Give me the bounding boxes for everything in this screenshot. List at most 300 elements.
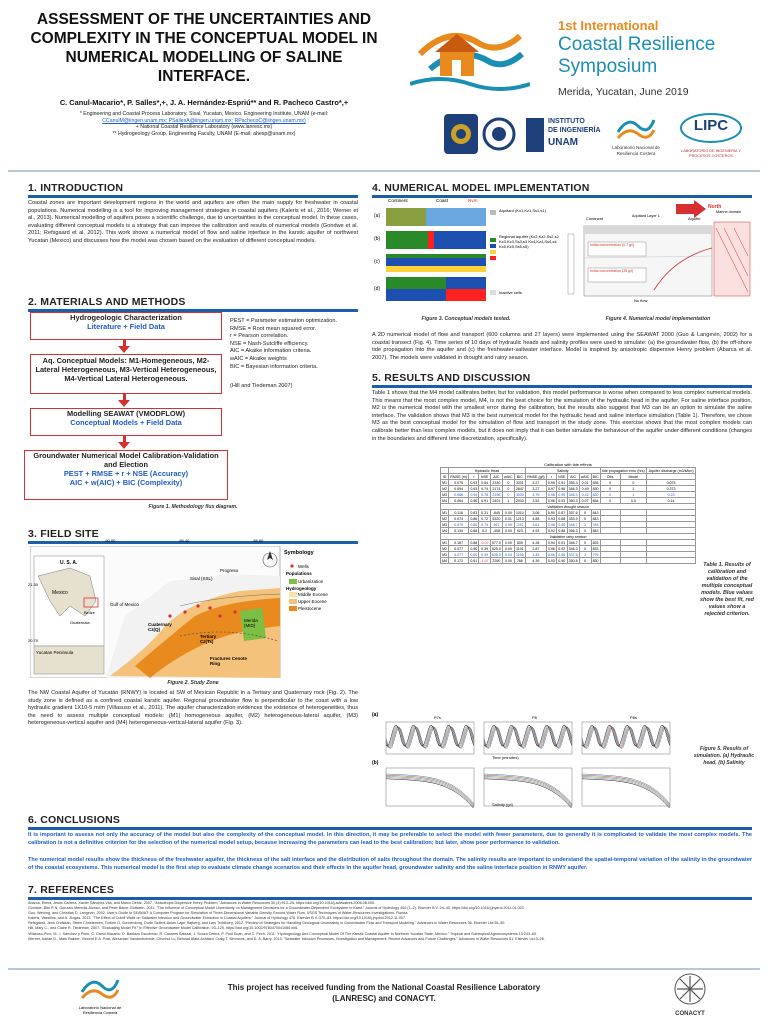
- table-cell: 0.5: [620, 498, 647, 504]
- table-cell: 2196: [490, 492, 502, 498]
- table-cell: 776: [592, 552, 599, 557]
- table-cell: M2: [442, 516, 448, 521]
- flow-box-2-title: Aq. Conceptual Models: M1-Homegeneous, M2-Lateral Heterogeneous, M3-Vertical Heterogeneous, M4-Vertical Lateral Heterogeneous.: [35, 356, 217, 383]
- lipc-logo-subtitle: LABORATORIO DE INGENIERÍA Y PROCESOS COSTEROS: [681, 149, 741, 158]
- reference-item: Kaleris, Vassilios, and A. Ziogas. 2013. "The Effect of Cutoff Walls on Saltwater Intrusion and Groundwater Extraction in Coastal Aquifers." Journal of Hydrology 476. Elsevier B.V.:370–83. https://doi.org/10.1016/j.jhydrol.2012.11.007.: [28, 916, 406, 921]
- footer-conacyt-text: CONACYT: [675, 1011, 705, 1017]
- table-cell: 2933: [515, 498, 524, 503]
- table-cell: 0.91: [470, 558, 478, 563]
- fig3-panel-a: (a): [374, 213, 381, 219]
- table-cell: 833: [592, 546, 599, 551]
- table-cell: 0.373: [647, 486, 696, 492]
- map-label-mexico: Mexico: [52, 590, 68, 596]
- fig3-label-nvm: Nvm: [468, 198, 478, 203]
- flow-box-4-accuracy: PEST + RMSE + r + NSE (Accuracy): [63, 469, 189, 478]
- table-cell: M3: [442, 492, 448, 497]
- table-cell: 0.172: [449, 558, 469, 564]
- engineering-faculty-icon: [482, 114, 516, 154]
- figure-2-caption: Figure 2. Study Zone: [167, 680, 219, 686]
- table-cell: 1: [620, 492, 647, 498]
- table-cell: 0: [600, 480, 620, 486]
- table-cell: 0.90: [470, 552, 478, 557]
- table-column-header: AIC: [567, 474, 579, 480]
- fig4-label-continent: Continent: [586, 216, 604, 221]
- table-cell: 830: [592, 558, 599, 563]
- map-label-gulf: Gulf of Mexico: [110, 602, 139, 607]
- lat-tick-1: 21.30: [28, 582, 39, 587]
- table-cell: 0.87: [558, 510, 566, 515]
- conference-logo: [410, 12, 750, 104]
- flow-box-characterization: [30, 312, 222, 340]
- reference-item: Villasuso-Pino, M., I. Sánchez y Pinto, C. Canul Macario, O. Baldazo Escobedo, R. Casares Salazar, J. Souza Cetina, P. Pool Euan, and C. Pech. 2011. "Hydrogeology And Conceptual Model Of The Karstic Coastal Aquifer In Northern Yucatan State, Mexico." Tropical and Subtropical Agroecosystems 13:243–60.: [28, 931, 538, 936]
- table-cell: 2.87: [525, 546, 546, 552]
- flow-box-3-title: Modelling SEAWAT (VMODFLOW): [66, 409, 186, 418]
- flow-arrow-2: [118, 400, 130, 407]
- table-cell: 346.3: [568, 546, 578, 551]
- table-cell: 635.0: [491, 552, 501, 557]
- table-column-header: RMSE (m): [450, 474, 468, 479]
- table-cell: 0.064: [449, 498, 469, 504]
- table-cell: M4: [442, 498, 448, 503]
- table-cell: 0.78: [479, 492, 490, 498]
- fig5-title-p8: P8: [532, 715, 537, 720]
- reference-item: Gondwe, Bibi R N, Gonzalo Merediz-Alonso, and Peter Bauer-Gottwein. 2011. "The Influence of Conceptual Model Uncertainty on Management Decisions for a Groundwater-Dependent Ecosystem in Karst." Journal of Hydrology 400 (1–2). Elsevier B.V.:24–40. https://doi.org/10.1016/j.jhydrol.2011.01.023.: [28, 906, 525, 911]
- affiliation-1-text: * Engineering and Coastal Process Laboratory, Sisal, Yucatan, Mexico. Engineering Institute, UNAM (e-mail:: [79, 111, 329, 117]
- table-section-label: Validation drought season: [441, 504, 696, 510]
- table-cell: M1: [442, 510, 448, 515]
- results-heading: 5. RESULTS AND DISCUSSION: [372, 372, 531, 384]
- table-cell: 0.90: [470, 546, 478, 551]
- table-cell: 0: [600, 486, 620, 492]
- table-cell: 4.85: [525, 516, 546, 522]
- table-cell: 0.88: [558, 516, 566, 521]
- table-column-header: NSE: [480, 474, 489, 479]
- fig5-axes: [386, 768, 474, 806]
- table-cell: 843: [592, 516, 599, 521]
- fig5-panel-a: (a): [372, 712, 379, 718]
- house-icon: [410, 14, 530, 96]
- table-cell: 350.8: [568, 558, 578, 563]
- table-column-header: ID: [441, 474, 449, 480]
- table-column-header: r: [546, 474, 556, 480]
- funding-text: This project has received funding from the National Coastal Resilience Laboratory (LANRESC) and CONACYT.: [227, 983, 541, 1003]
- table-cell: 0: [600, 498, 620, 504]
- table-cell: 0.086: [449, 492, 469, 498]
- table-cell: -0.07: [480, 540, 489, 545]
- fig5-panel-b: (b): [372, 760, 379, 766]
- table-cell: 0.88: [470, 540, 478, 545]
- table-cell: -645: [490, 510, 502, 516]
- table-cell: 0.96: [547, 552, 555, 557]
- table-cell: 0: [579, 528, 591, 534]
- table-cell: 0.94: [470, 492, 478, 497]
- table-cell: 1: [579, 522, 591, 528]
- table-cell: 0.72: [479, 516, 490, 522]
- figure-5-caption: Figure 5. Results of simulation. (a) Hydraulic head, (b) Salinity: [693, 746, 755, 766]
- table-cell: 0.97: [547, 486, 555, 491]
- conclusions-heading: 6. CONCLUSIONS: [28, 814, 121, 826]
- table-cell: 0.074: [449, 516, 469, 522]
- table-cell: 348.7: [568, 540, 578, 545]
- table-cell: 350.3: [568, 498, 578, 503]
- table-cell: 0: [579, 510, 591, 516]
- table-cell: 356.3: [568, 528, 578, 533]
- lon-tick-3: -88.80: [252, 538, 264, 543]
- table-cell: 3.61: [525, 522, 546, 528]
- affiliation-2: + National Coastal Resilience Laboratory (www.lanresc.mx): [135, 124, 273, 131]
- conference-edition: 1st International: [558, 18, 659, 33]
- unam-logo: [444, 114, 478, 154]
- table-cell: 3030: [515, 492, 524, 497]
- table-cell: 625.0: [491, 546, 501, 551]
- numerical-heading: 4. NUMERICAL MODEL IMPLEMENTATION: [372, 182, 590, 194]
- table-cell: M4: [442, 528, 448, 533]
- table-1-caption: Table 1. Results of calibration and validation of the multiple conceptual models. Blue values show the best fit, red values show a rejected criterion.: [700, 562, 754, 617]
- table-column-header: NSE: [558, 474, 566, 479]
- table-cell: 0.00: [502, 540, 514, 546]
- fig5-plots: [372, 712, 682, 808]
- definition-aic: AIC = Akaike information criteria.: [230, 348, 312, 355]
- fig3-legend-regional: Regional aquifer (Kx2,Kz2,Ss2,s2 Kx3,Kz3,Ss3,s3 Kx4,Kz4,Ss4,s4 Kx5,Kz5,Ss5,s5): [499, 234, 559, 249]
- table-cell: 0.90: [558, 558, 566, 563]
- introduction-heading: 1. INTRODUCTION: [28, 182, 124, 194]
- ii-logo-line-3: UNAM: [548, 137, 578, 148]
- lat-tick-2: 20.70: [28, 638, 39, 643]
- footer-lanresc-text: Laboratorio Nacional de Resiliencia Costera: [78, 1005, 122, 1015]
- table-cell: 0: [579, 558, 591, 564]
- table-cell: 0.31: [479, 510, 490, 516]
- table-section-label: Validation rainy season: [441, 534, 696, 540]
- fig3-label-continent: Continent: [388, 198, 408, 203]
- table-cell: 2330: [490, 480, 502, 486]
- table-cell: 1195: [515, 552, 524, 557]
- table-cell: M1: [442, 540, 448, 545]
- lanresc-wave-icon: [616, 112, 656, 140]
- table-cell: 0.91: [479, 498, 490, 504]
- results-table: [440, 467, 696, 564]
- table-cell: 2290: [490, 558, 502, 564]
- references-heading: 7. REFERENCES: [28, 884, 115, 896]
- table-cell: 836: [592, 480, 599, 485]
- table-column-header: wAIC: [580, 474, 590, 479]
- table-cell: 0.92: [547, 528, 555, 533]
- table-cell: 0: [620, 480, 647, 486]
- table-cell: 0.93: [547, 558, 555, 563]
- footer-lanresc-logo: [70, 974, 130, 1015]
- figure-4-caption: Figure 4. Numerical model implementation: [605, 316, 711, 322]
- table-cell: 843: [592, 510, 599, 515]
- field-site-heading: 3. FIELD SITE: [28, 528, 99, 540]
- fig4-label-initial-salt: Initial concentration (35 g/l): [590, 269, 634, 273]
- table-cell: [620, 558, 647, 564]
- results-underline: [372, 385, 752, 388]
- table-cell: 461: [490, 522, 502, 528]
- table-cell: 4.93: [525, 528, 546, 534]
- figure-3-caption: Figure 3. Conceptual models tested.: [421, 316, 511, 322]
- table-cell: 0: [600, 492, 620, 498]
- table-cell: 830: [592, 492, 599, 497]
- map-label-belize: Belize: [84, 610, 95, 615]
- authors: C. Canul-Macario*, P. Salles*,+, J. A. Hernández-Espriú** and R. Pacheco Castro*,+: [59, 98, 349, 107]
- fig5-title-p8s: P8s: [630, 715, 637, 720]
- reference-item: Guo, Weixing, and Christian D. Langevin. 2002. User's Guide to SEAWAT: A Computer Program for Simulation of Three-Dimensional Variable-Density Ground-Water Flow. USGS Techniques of Water-Resources Investigations. Florida.: [28, 911, 409, 916]
- table-cell: 4.28: [525, 540, 546, 546]
- table-cell: 0.96: [547, 522, 555, 527]
- table-cell: -408: [490, 528, 502, 534]
- table-cell: 0.90: [547, 510, 555, 515]
- fig5-xlabel-time: Time (minutes): [492, 755, 519, 760]
- table-cell: 0.86: [470, 516, 478, 521]
- conclusions-text-2: The numerical model results show the thickness of the freshwater aquifer, the thickness of the salt interface and the distribution of salts throughout the domain. The salinity results are important to understand the spatial-temporal variation of the salinity in the groundwater of the coastal ecosystems. This numerical model is the first step to evaluate climate change scenarios and their effects in the aquifer head, groundwater salinity and the saline interface position in RNWY aquifer.: [28, 857, 752, 871]
- conference-name: Coastal Resilience: [558, 34, 716, 55]
- table-column-header: r: [469, 474, 479, 480]
- fig4-label-initial-fresh: Initial concentration (0.7 g/l): [590, 243, 635, 247]
- table-cell: 0.74: [479, 522, 490, 528]
- table-cell: 337.5: [568, 552, 578, 557]
- fig4-label-no-flow: No flow: [634, 298, 648, 303]
- fig4-label-marine: Marine domain: [716, 210, 742, 214]
- map-label-fractures: Fractures Cenote Ring: [210, 656, 248, 666]
- definition-nse: NSE = Nash-Sutcliffe efficiency.: [230, 340, 309, 347]
- table-cell: 346.3: [568, 486, 578, 491]
- table-cell: 0: [579, 516, 591, 522]
- table-cell: 0.91: [558, 480, 566, 485]
- table-cell: 0.2: [479, 528, 490, 534]
- affiliation-3: ** Hydrogeology Group, Engineering Faculty, UNAM (E-mail: ahesp@unam.mx): [112, 130, 296, 137]
- table-cell: 0.93: [558, 498, 566, 503]
- table-cell: 0: [502, 492, 514, 498]
- table-cell: 0: [579, 540, 591, 546]
- table-column-header: wAIC: [504, 474, 513, 479]
- table-cell: 0.91: [558, 540, 566, 545]
- table-cell: [600, 558, 620, 564]
- table-cell: 0.96: [558, 552, 566, 557]
- figure-1-caption: Figure 1. Methodology flux diagram.: [148, 504, 238, 510]
- table-cell: 0.00: [502, 546, 514, 552]
- affiliation-1: [18, 111, 390, 137]
- table-cell: 1: [502, 498, 514, 504]
- table-cell: M4: [442, 558, 448, 563]
- poster-title: ASSESSMENT OF THE UNCERTAINTIES AND COMPLEXITY IN THE CONCEPTUAL MODEL IN NUMERICAL MODELLING OF SALINE INTERFACE.: [30, 11, 378, 85]
- flow-box-3-subtitle: Conceptual Models + Field Data: [70, 418, 182, 427]
- conclusions-underline: [28, 827, 752, 830]
- table-cell: 3.45: [525, 552, 546, 558]
- references-list: [28, 901, 752, 942]
- footer-divider: [8, 968, 760, 970]
- fig4-label-aquifer: Aquifer: [688, 216, 701, 221]
- table-cell: M3: [442, 552, 448, 557]
- table-cell: 357.6: [568, 510, 578, 515]
- definitions-reference: (Hill and Tiedeman 2007): [230, 383, 293, 390]
- conacyt-icon: [670, 972, 710, 1006]
- table-cell: 1191: [515, 546, 524, 551]
- table-cell: 0.075: [449, 480, 469, 486]
- table-column-header: BIC: [514, 474, 525, 480]
- table-cell: 348.7: [568, 522, 578, 527]
- reference-item: Werner, Adrian D., Mark Bakker, Vincent E.A. Post, Alexander Vandenbohede, Chunhui Lu, Behzad Ataie-Ashtiani, Craig T. Simmons, and D. A. Barry. 2013. "Seawater Intrusion Processes, Investigation and Management: Recent Advances and Future Challenges." Advances in Water Resources 51. Elsevier Ltd:3–26.: [28, 936, 545, 941]
- figure-3: [372, 198, 560, 312]
- table-cell: 3.52: [525, 498, 546, 504]
- introduction-underline: [28, 195, 358, 198]
- definition-rmse: RMSE = Root mean squared error.: [230, 325, 317, 332]
- results-text: Table 1 shows that the M4 model calibrates better, but for validation, this model performance is worse when compared to less complex numerical models. This means that the most complex model, M4, is not the best choice for the simulation of the hydraulic head in the aquifer. For saline interface position, M2 is the numerical model with the smallest error during the calibration, but the results also suggest that M3 can be an option to simulate the saline interface. The validation shows that M3 is the best numerical model for the hydraulic head and saline interface simulation (Table 1). Therefore, we chose M3 as the best conceptual model for the simulation of flow and transport in the study zone. This exercise shows that the most complex models can calibrate better than less complex models, but it does not imply that it can better simulate the behaviour of the aquifer under different conditions (changes in the boundaries and different time discretization, specifically).: [372, 390, 752, 442]
- table-cell: 0.96: [558, 522, 566, 527]
- table-cell: 0.96: [547, 492, 555, 497]
- table-cell: M2: [442, 486, 448, 491]
- table-cell: 0.95: [547, 480, 555, 485]
- table-column-header: BIC: [592, 474, 599, 479]
- table-cell: 0: [502, 480, 514, 486]
- table-cell: -1.07: [480, 558, 489, 563]
- table-group-header: tide propagation error (hrs): [602, 468, 645, 473]
- field-site-text: The NW Coastal Aquifer of Yucatán (RNWY) is located at SW of Mexican Republic in a Tertiary and Quaternary rock (Fig. 2). The study zone is defined as a confined coastal karstic aquifer. Regional groundwater flow is perpendicular to the coast with a low hydraulic gradient 1X10-5 m/m (Villasuso et al., 2011). The aquifer characterization evidences the existence of heterogeneities, thus the need to assess multiple conceptual models: (M1) homogeneous aquifer, (M2) heterogeneous-lateral aquifer, (M3) heterogeneous-vertical aquifer and (M4) heterogeneous-vertical-lateral aquifer (Fig. 3).: [28, 690, 358, 727]
- table-cell: 0.88: [558, 528, 566, 533]
- table-cell: 0.99: [502, 522, 514, 528]
- footer-conacyt-logo: [660, 972, 720, 1017]
- definition-bic: BIC = Bayesian information criteria.: [230, 363, 318, 370]
- table-group-header: Aquifer discharge (m3/s/km): [648, 468, 694, 473]
- lanresc-logo: [606, 112, 666, 164]
- conclusions-text-1: It is important to assess not only the accuracy of the model but also the complexity of the conceptual model. In this direction, it may be preferable to select the model with fewer parameters, due to generally it is complicated to validate the most complex models. The calibration is not a definitive criterion for the selection of the numerical model setup, because increasing the parameters can lead to the best calibration; but later, show poor performance to validation.: [28, 832, 752, 846]
- table-cell: 0: [579, 546, 591, 552]
- table-cell: 0.88: [470, 528, 478, 533]
- table-cell: 825: [592, 540, 599, 545]
- table-column-header: Obs: [600, 474, 620, 480]
- flow-arrow-1: [118, 346, 130, 353]
- numerical-text: A 2D numerical model of flow and transport (600 columns and 27 layers) were implemented using the SEAWAT 2000 (Guo & Langevin, 2002) for a coastal transect (Fig. 4). Time series of 10 days of hydraulic heads and salinity profiles were used to simulate: (a) the groundwater flow, (b) the off-shore tide propagation into the aquifer and (c) the freshwater-saltwater interface. Model is inspired by anisotropic dispersive Henry problem (Abarca et al. 2007). The models were validated in drought and rainy season.: [372, 332, 752, 361]
- ii-logo-line-2: DE INGENIERÍA: [548, 127, 601, 134]
- map-label-usa: U. S. A.: [60, 560, 78, 566]
- fig4-label-north: North: [708, 204, 722, 210]
- field-site-underline: [28, 541, 358, 544]
- header-divider: [8, 170, 760, 172]
- table-cell: 0.94: [547, 540, 555, 545]
- table-cell: 346.3: [568, 492, 578, 497]
- table-group-header: Salinity: [525, 468, 600, 474]
- footer-lanresc-wave-icon: [80, 974, 120, 1000]
- table-cell: 0.96: [547, 546, 555, 551]
- legend-symbology: Symbology: [284, 550, 314, 556]
- figure-4: [564, 198, 752, 312]
- fig5-xlabel-salinity: Salinity (g/l): [492, 802, 513, 807]
- flow-arrow-3: [118, 442, 130, 449]
- table-cell: 3.27: [525, 480, 546, 486]
- legend-upper-eocene: Upper Eocene: [298, 599, 327, 604]
- table-cell: M3: [442, 522, 448, 527]
- map-label-cuaternary: Cuaternary Cz(Q): [148, 622, 172, 632]
- table-cell: 0.49: [579, 486, 591, 492]
- legend-hydrogeology: Hydrogeology: [286, 586, 317, 591]
- table-cell: 0.04: [502, 552, 514, 558]
- ii-logo-line-1: INSTITUTO: [548, 118, 585, 125]
- map-label-merida: Merida (MID): [244, 618, 258, 628]
- results-table-title: Calibration with tide effects: [544, 462, 592, 467]
- legend-middle-eocene: Middle Eocene: [298, 592, 328, 597]
- study-zone-map: [28, 538, 356, 678]
- table-row: [441, 558, 696, 564]
- table-cell: 0.96: [558, 486, 566, 491]
- table-cell: 0.01: [579, 480, 591, 486]
- table-cell: 0.95: [558, 492, 566, 497]
- table-cell: 5320: [490, 516, 502, 522]
- table-cell: 3.79: [525, 492, 546, 498]
- table-cell: 353.9: [568, 516, 578, 521]
- table-cell: 0.070: [449, 522, 469, 528]
- table-cell: 766: [514, 558, 525, 564]
- table-cell: 355.3: [568, 480, 578, 485]
- table-cell: 783: [592, 522, 599, 527]
- lipc-logo: [676, 112, 746, 164]
- map-label-tertiary: Tertiary Cz(Ts): [200, 634, 217, 644]
- table-cell: 0.00: [502, 528, 514, 534]
- map-label-yucatan: Yucatan Peninsula: [36, 650, 74, 655]
- flow-box-seawat: [30, 408, 222, 436]
- flow-box-4-complexity: AIC + w(AIC) + BIC (Complexity): [69, 478, 183, 487]
- flow-box-1-subtitle: Literature + Field Data: [87, 322, 165, 331]
- figure-5: [372, 712, 682, 808]
- fig5-title-p7s: P7s: [434, 715, 441, 720]
- table-cell: 0.96: [547, 498, 555, 503]
- table-cell: 0.094: [449, 486, 469, 492]
- table-cell: 0.077: [449, 552, 469, 558]
- results-table-wrapper: [440, 462, 696, 564]
- table-cell: 0.93: [470, 480, 478, 485]
- affiliation-1-emails[interactable]: CCanulM@iingen.unam.mx; PSallesA@iingen.unam.mx; RPachecoC@iingen.unam.mx): [102, 117, 306, 124]
- table-cell: 0.00: [502, 510, 514, 516]
- fig3-panel-c: (c): [374, 259, 380, 265]
- table-cell: 0.74: [479, 486, 490, 492]
- conference-name-2: Symposium: [558, 56, 658, 77]
- table-cell: 1: [620, 486, 647, 492]
- legend-pleistocene: Pleistocene: [298, 606, 322, 611]
- definition-waic: wAIC = Akaike weights: [230, 355, 287, 362]
- fig4-label-aquitard: Aquitard Layer 1: [632, 214, 660, 218]
- table-cell: 0.23: [647, 492, 696, 498]
- reference-item: Refsgaard, Jens Christian, Steen Christensen, Torben O. Sonnenborg, Dorte Seifert, Anker Lajer Højberg, and Lars Troldborg. 2012. "Review of Strategies for Handling Geological Uncertainty in Groundwater Flow and Transport Modeling." Advances in Water Resources 36. Elsevier Ltd:36–50.: [28, 921, 506, 926]
- lon-tick-1: -90.00: [104, 538, 116, 543]
- table-cell: M2: [442, 546, 448, 551]
- legend-populations: Populations: [286, 571, 312, 576]
- table-cell: 839: [514, 540, 525, 546]
- lanresc-logo-text: Laboratorio Nacional de Resiliencia Costera: [612, 145, 660, 156]
- table-cell: 1010: [515, 510, 524, 515]
- table-cell: 2847: [515, 486, 524, 491]
- table-column-header: AIC: [490, 474, 502, 480]
- table-cell: 0.39: [479, 552, 490, 558]
- fig3-legend-inactive: Inactive cells: [499, 290, 522, 295]
- table-cell: 0.134: [449, 528, 469, 534]
- flow-box-1-title: Hydrogeologic Characterization: [70, 313, 182, 322]
- table-group-header: Hydraulic Head: [449, 468, 526, 474]
- table-cell: 0.86: [470, 522, 478, 527]
- table-cell: 0.39: [479, 546, 490, 552]
- table-cell: 0.83: [470, 510, 478, 515]
- map-label-guatemala: Guatemala: [70, 620, 90, 625]
- table-cell: 843: [592, 528, 599, 533]
- table-cell: 0.075: [647, 480, 696, 486]
- table-cell: 0.00: [502, 558, 514, 564]
- table-cell: 0: [502, 486, 514, 492]
- table-cell: 830: [592, 486, 599, 491]
- table-cell: 2401: [490, 498, 502, 504]
- reference-item: Hill, Mary C., and Claire R. Tiedeman. 2007. "Evaluating Model Fit." In Effective Groundwater Model Calibration, 93–125. https://doi.org/10.1002/9780470041086.ch6.: [28, 926, 299, 931]
- introduction-text: Coastal zones are important development regions in the world and aquifers are often the main supply for freshwater in coastal populations. Numerical modelling is a tool for improving management strategies in coastal aquifers (Kaleris et al., 2016; Werner et al., 2013). Numerical modelling of aquifers poses a scientific challenge, due to uncertainties in the conceptual model. In these cases, evaluating different conceptual models is a strategy that can improve the calibration and results of numerical models (Gondwe et al. 2011; Refsgaard et al. 2012). This work shows a numerical model of flow and saline interface in the karstic aquifer of northwest Yucatan (Mexico) and discusses how the model was chosen based on the evaluation of different conceptual models.: [28, 200, 358, 244]
- legend-wells: Wells: [298, 564, 309, 569]
- legend-urbanization: Urbanization: [298, 579, 324, 584]
- definition-r: r = Pearson correlation.: [230, 333, 289, 340]
- table-cell: -231: [516, 522, 524, 527]
- fig5-axes: [484, 768, 572, 806]
